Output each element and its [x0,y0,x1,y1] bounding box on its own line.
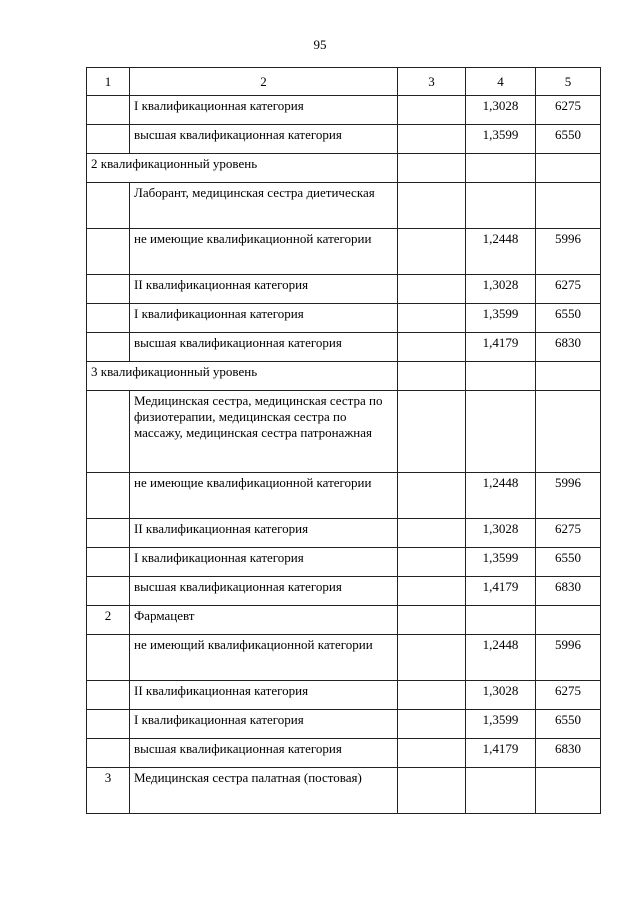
table-row [87,304,601,333]
salary-cell: 6275 [536,96,601,125]
coefficient-cell: 1,4179 [466,577,536,606]
coefficient-cell [466,154,536,183]
salary-cell: 6550 [536,304,601,333]
table-row [87,635,601,681]
column-3-cell [398,681,466,710]
column-3-cell [398,391,466,473]
table-row [87,768,601,814]
header-cell-3: 3 [398,68,466,96]
coefficient-cell [466,362,536,391]
table-row [87,577,601,606]
coefficient-cell [466,606,536,635]
table-row [87,275,601,304]
table-row [87,391,601,473]
salary-cell: 6550 [536,710,601,739]
coefficient-cell: 1,4179 [466,333,536,362]
salary-cell [536,154,601,183]
number-cell [87,739,130,768]
coefficient-cell [466,391,536,473]
position-cell: не имеющий квалификационной категории [130,635,398,681]
column-3-cell [398,362,466,391]
column-3-cell [398,577,466,606]
salary-cell [536,768,601,814]
coefficient-cell: 1,3028 [466,681,536,710]
position-cell: Фармацевт [130,606,398,635]
header-cell-4: 4 [466,68,536,96]
salary-cell: 6830 [536,333,601,362]
number-cell [87,183,130,229]
position-cell: I квалификационная категория [130,304,398,333]
column-3-cell [398,710,466,739]
column-3-cell [398,96,466,125]
table-row [87,606,601,635]
column-3-cell [398,183,466,229]
table-row [87,548,601,577]
table-row [87,681,601,710]
coefficient-cell: 1,2448 [466,473,536,519]
salary-cell [536,391,601,473]
position-cell: Медицинская сестра, медицинская сестра по физиотерапии, медицинская сестра по массажу, медицинская сестра патронажная [130,391,398,473]
column-3-cell [398,154,466,183]
salary-cell: 5996 [536,229,601,275]
salary-cell: 6275 [536,519,601,548]
salary-cell [536,606,601,635]
number-cell [87,391,130,473]
number-cell: 3 [87,768,130,814]
column-3-cell [398,125,466,154]
table-row [87,229,601,275]
position-cell: высшая квалификационная категория [130,333,398,362]
salary-cell: 5996 [536,473,601,519]
page-number: 95 [313,37,327,52]
column-3-cell [398,606,466,635]
number-cell [87,548,130,577]
table-row [87,96,601,125]
coefficient-cell: 1,3028 [466,519,536,548]
position-cell: не имеющие квалификационной категории [130,473,398,519]
table-body [87,96,601,814]
number-cell [87,304,130,333]
column-3-cell [398,333,466,362]
position-cell: высшая квалификационная категория [130,739,398,768]
column-3-cell [398,768,466,814]
column-3-cell [398,739,466,768]
salary-cell [536,362,601,391]
column-3-cell [398,473,466,519]
salary-cell: 6830 [536,739,601,768]
coefficient-cell: 1,2448 [466,635,536,681]
table-row [87,333,601,362]
table-row [87,710,601,739]
table-row [87,125,601,154]
position-cell: Медицинская сестра палатная (постовая) [130,768,398,814]
column-3-cell [398,548,466,577]
position-cell: I квалификационная категория [130,710,398,739]
coefficient-cell: 1,2448 [466,229,536,275]
number-cell [87,577,130,606]
position-cell: высшая квалификационная категория [130,125,398,154]
salary-cell: 6830 [536,577,601,606]
position-cell: I квалификационная категория [130,548,398,577]
coefficient-cell: 1,3599 [466,710,536,739]
salary-cell: 6550 [536,125,601,154]
coefficient-cell [466,768,536,814]
header-cell-2: 2 [130,68,398,96]
number-cell [87,125,130,154]
salary-cell [536,183,601,229]
table-header-row [87,68,601,96]
column-3-cell [398,229,466,275]
column-3-cell [398,304,466,333]
position-cell: II квалификационная категория [130,519,398,548]
salary-cell: 6550 [536,548,601,577]
position-cell: II квалификационная категория [130,681,398,710]
position-cell: Лаборант, медицинская сестра диетическая [130,183,398,229]
position-cell: высшая квалификационная категория [130,577,398,606]
coefficient-cell: 1,3599 [466,548,536,577]
coefficient-cell [466,183,536,229]
coefficient-cell: 1,3599 [466,304,536,333]
column-3-cell [398,275,466,304]
column-3-cell [398,635,466,681]
table-row [87,473,601,519]
salary-table [86,67,601,814]
column-3-cell [398,519,466,548]
position-cell: II квалификационная категория [130,275,398,304]
number-cell [87,635,130,681]
number-cell: 2 [87,606,130,635]
level-title-cell: 3 квалификационный уровень [87,362,398,391]
coefficient-cell: 1,3028 [466,275,536,304]
number-cell [87,473,130,519]
number-cell [87,96,130,125]
salary-cell: 5996 [536,635,601,681]
coefficient-cell: 1,3028 [466,96,536,125]
position-cell: не имеющие квалификационной категории [130,229,398,275]
table-row [87,519,601,548]
number-cell [87,275,130,304]
coefficient-cell: 1,3599 [466,125,536,154]
level-title-cell: 2 квалификационный уровень [87,154,398,183]
table-row [87,739,601,768]
level-row [87,154,601,183]
level-row [87,362,601,391]
coefficient-cell: 1,4179 [466,739,536,768]
number-cell [87,681,130,710]
header-cell-1: 1 [87,68,130,96]
number-cell [87,229,130,275]
salary-cell: 6275 [536,681,601,710]
position-cell: I квалификационная категория [130,96,398,125]
number-cell [87,519,130,548]
header-cell-5: 5 [536,68,601,96]
salary-cell: 6275 [536,275,601,304]
number-cell [87,710,130,739]
number-cell [87,333,130,362]
table-row [87,183,601,229]
